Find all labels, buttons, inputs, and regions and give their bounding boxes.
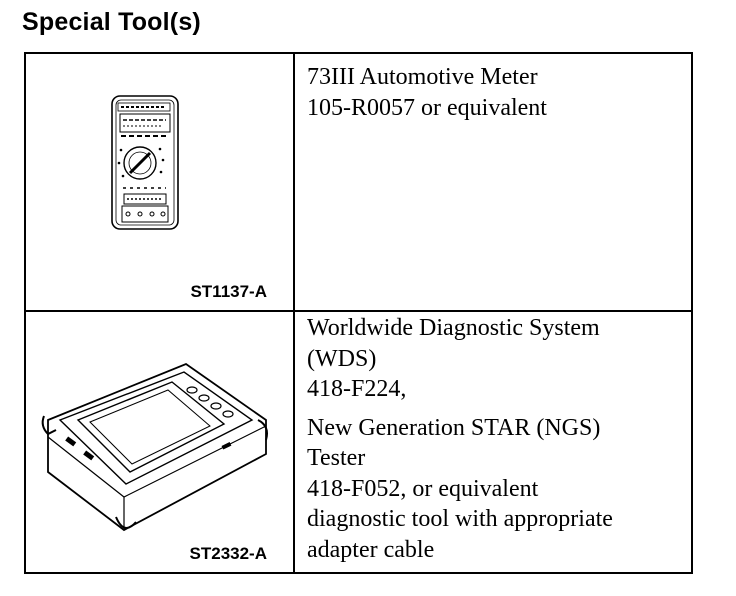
description-line: diagnostic tool with appropriate	[307, 506, 613, 532]
tool-description	[295, 54, 691, 310]
description-line: (WDS)	[307, 345, 377, 372]
description-line: adapter cable	[307, 536, 435, 563]
description-line: 418-F052, or equivalent	[307, 475, 539, 502]
tool-image-cell	[26, 312, 295, 572]
tool-code: ST1137-A	[190, 282, 267, 301]
description-line: New Generation STAR (NGS)	[307, 414, 601, 441]
tool-row-tester	[26, 312, 691, 572]
tool-row-meter	[26, 54, 691, 312]
description-line: Worldwide Diagnostic System	[307, 315, 600, 341]
tool-image-cell	[26, 54, 295, 310]
tool-code: ST2332-A	[189, 544, 267, 563]
page-title: Special Tool(s)	[22, 8, 201, 36]
special-tools-table	[24, 52, 693, 574]
automotive-meter-icon	[26, 54, 293, 310]
description-line: 418-F224,	[307, 376, 407, 402]
description-line: 105-R0057 or equivalent	[307, 94, 547, 121]
tool-description	[295, 312, 691, 572]
description-line: Tester	[307, 445, 366, 471]
diagnostic-tester-icon	[26, 312, 293, 572]
description-line: 73III Automotive Meter	[307, 64, 538, 90]
